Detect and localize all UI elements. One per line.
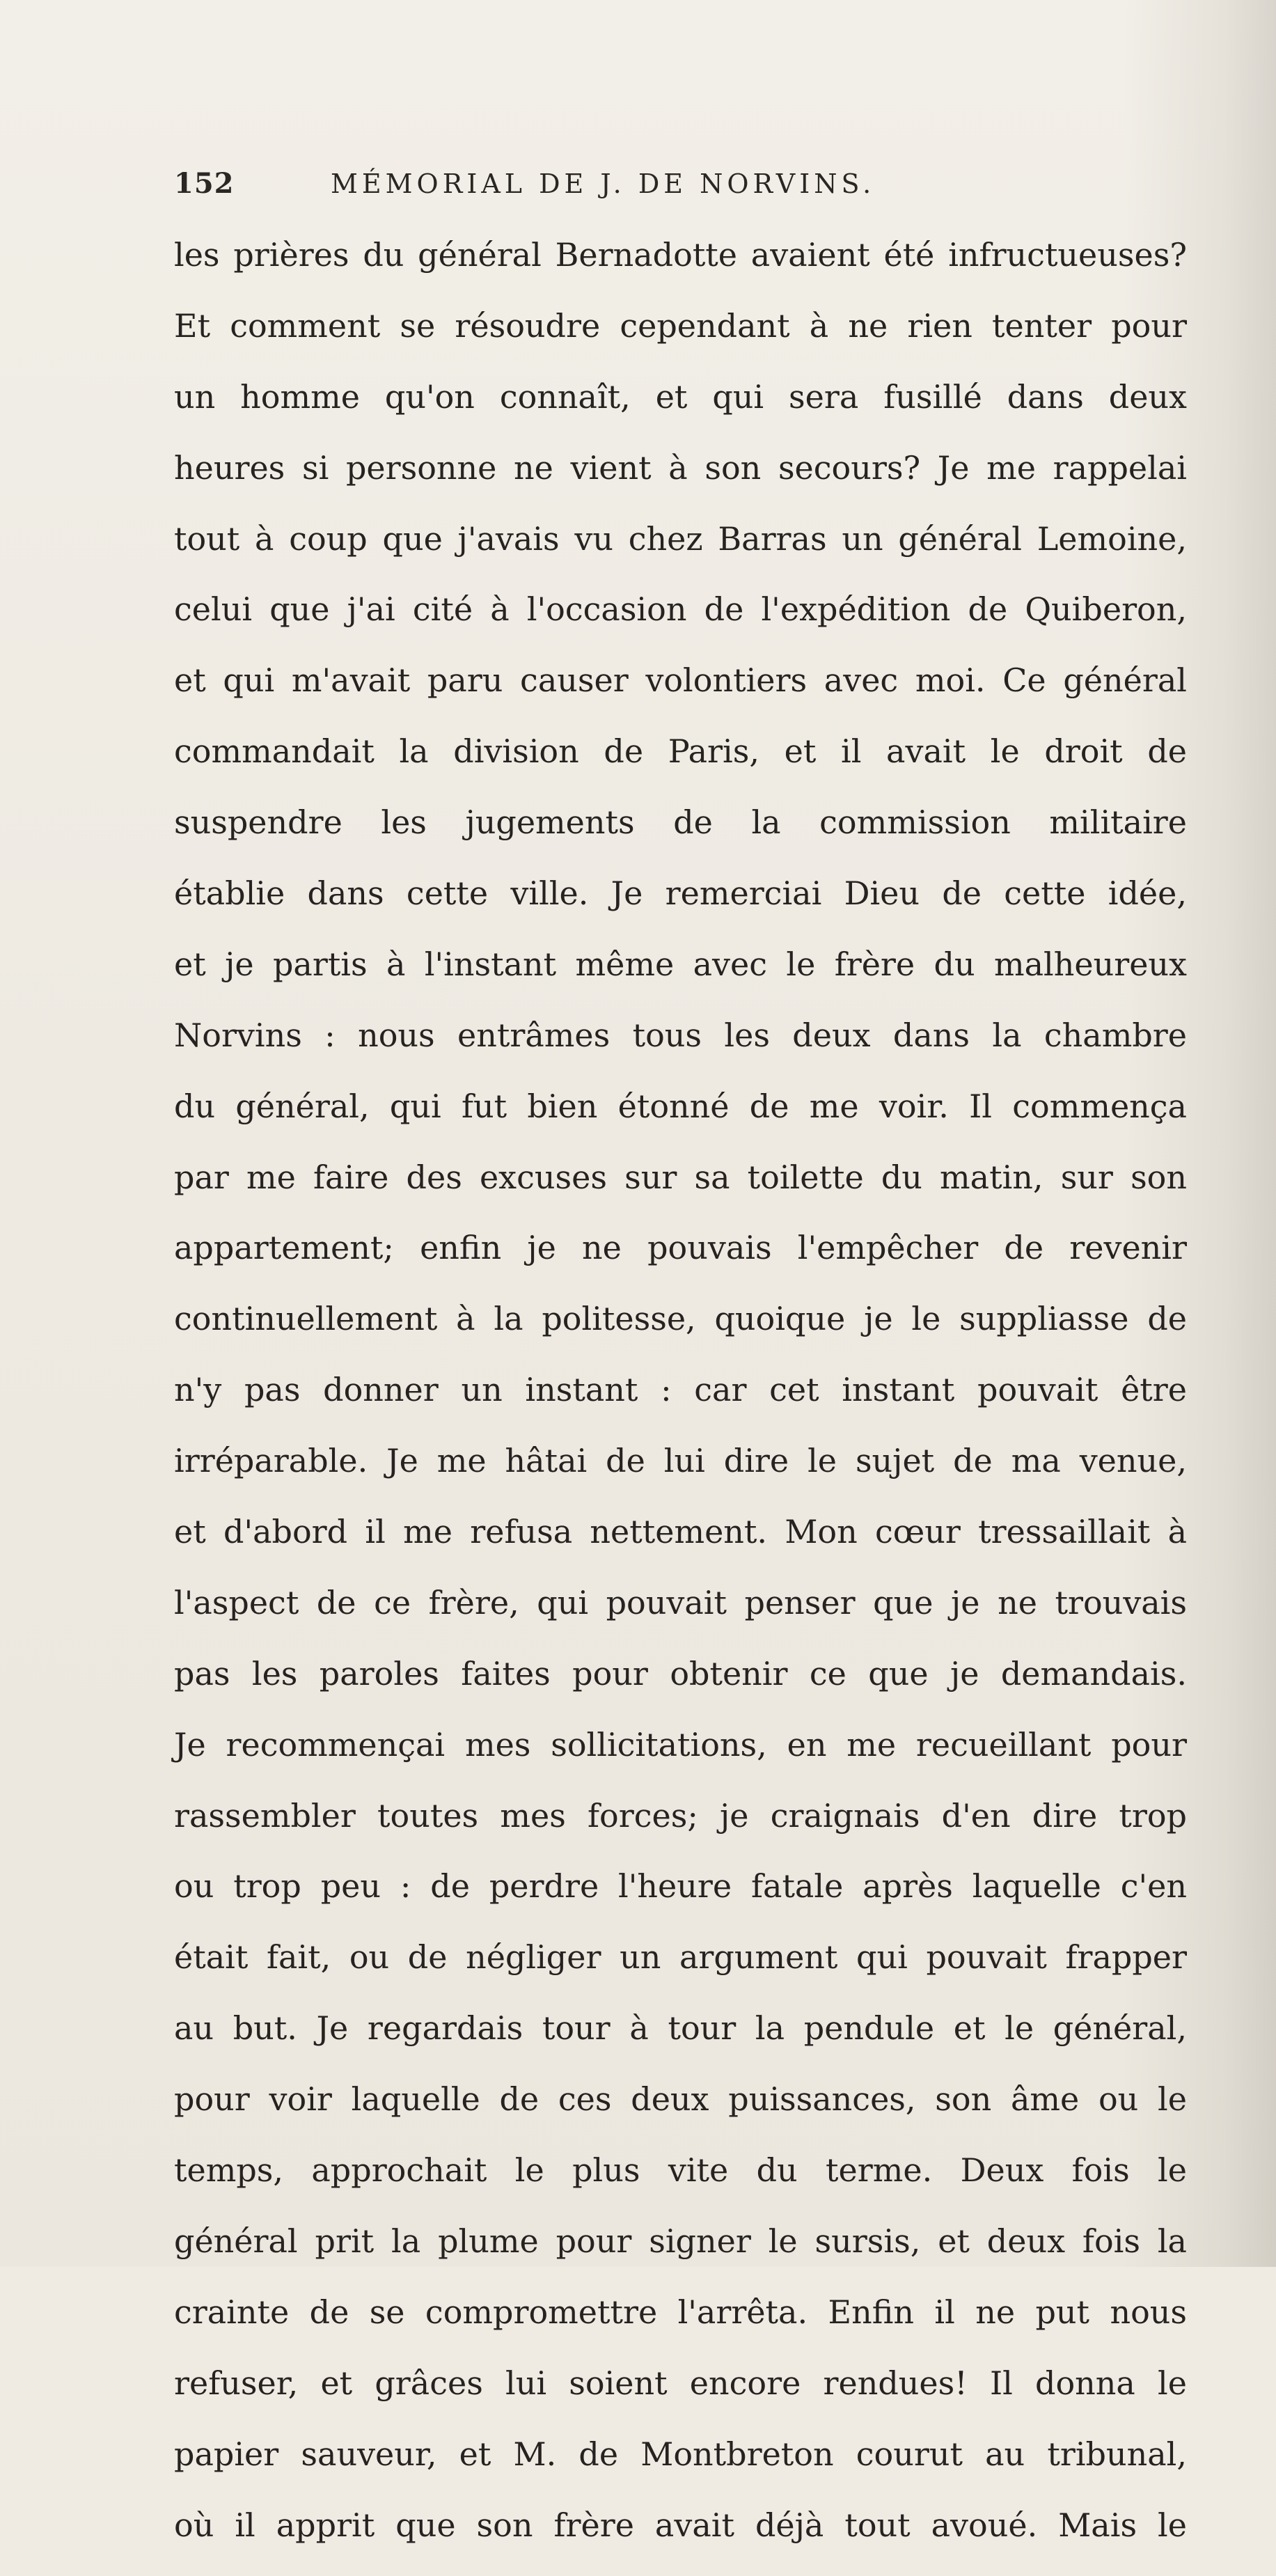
text-line: irréparable. Je me hâtai de lui dire le sujet de ma venue, (174, 1441, 1187, 1512)
text-line: n'y pas donner un instant : car cet instant pouvait être (174, 1370, 1187, 1441)
page-header (174, 167, 1187, 209)
text-line: temps, approchait le plus vite du terme. Deux fois le (174, 2151, 1187, 2222)
text-line: pour voir laquelle de ces deux puissances, son âme ou le (174, 2080, 1187, 2151)
text-line: les prières du général Bernadotte avaient été infructueuses? (174, 235, 1187, 306)
text-line: commandait la division de Paris, et il avait le droit de (174, 732, 1187, 803)
text-line: et d'abord il me refusa nettement. Mon cœur tressaillait à (174, 1512, 1187, 1583)
page-number: 152 (174, 167, 235, 200)
text-line: un homme qu'on connaît, et qui sera fusillé dans deux (174, 377, 1187, 448)
text-line: Je recommençai mes sollicitations, en me recueillant pour (174, 1725, 1187, 1796)
text-line: établie dans cette ville. Je remerciai Dieu de cette idée, (174, 874, 1187, 945)
text-line: Norvins : nous entrâmes tous les deux dans la chambre (174, 1016, 1187, 1087)
text-line: et je partis à l'instant même avec le frère du malheureux (174, 945, 1187, 1016)
text-line: appartement; enfin je ne pouvais l'empêcher de revenir (174, 1228, 1187, 1299)
text-line: heures si personne ne vient à son secours? Je me rappelai (174, 448, 1187, 519)
text-line: du général, qui fut bien étonné de me voir. Il commença (174, 1087, 1187, 1158)
running-title: MÉMORIAL DE J. DE NORVINS. (331, 168, 875, 199)
body-text (174, 235, 1187, 2576)
text-line: refuser, et grâces lui soient encore rendues! Il donna le (174, 2364, 1187, 2435)
text-line: et qui m'avait paru causer volontiers avec moi. Ce général (174, 661, 1187, 732)
text-line: continuellement à la politesse, quoique je le suppliasse de (174, 1299, 1187, 1370)
text-line: crainte de se compromettre l'arrêta. Enfin il ne put nous (174, 2293, 1187, 2364)
text-line: où il apprit que son frère avait déjà tout avoué. Mais le (174, 2506, 1187, 2576)
text-line: pas les paroles faites pour obtenir ce que je demandais. (174, 1654, 1187, 1725)
text-line: tout à coup que j'avais vu chez Barras un général Lemoine, (174, 519, 1187, 590)
text-line: rassembler toutes mes forces; je craignais d'en dire trop (174, 1796, 1187, 1867)
text-line: au but. Je regardais tour à tour la pendule et le général, (174, 2009, 1187, 2080)
text-line: papier sauveur, et M. de Montbreton courut au tribunal, (174, 2435, 1187, 2506)
text-line: l'aspect de ce frère, qui pouvait penser que je ne trouvais (174, 1583, 1187, 1654)
text-line: Et comment se résoudre cependant à ne rien tenter pour (174, 306, 1187, 377)
text-line: général prit la plume pour signer le sursis, et deux fois la (174, 2222, 1187, 2293)
text-line: suspendre les jugements de la commission militaire (174, 803, 1187, 874)
text-line: était fait, ou de négliger un argument qui pouvait frapper (174, 1938, 1187, 2009)
text-line: par me faire des excuses sur sa toilette du matin, sur son (174, 1158, 1187, 1229)
text-line: celui que j'ai cité à l'occasion de l'expédition de Quiberon, (174, 590, 1187, 661)
text-line: ou trop peu : de perdre l'heure fatale après laquelle c'en (174, 1867, 1187, 1938)
